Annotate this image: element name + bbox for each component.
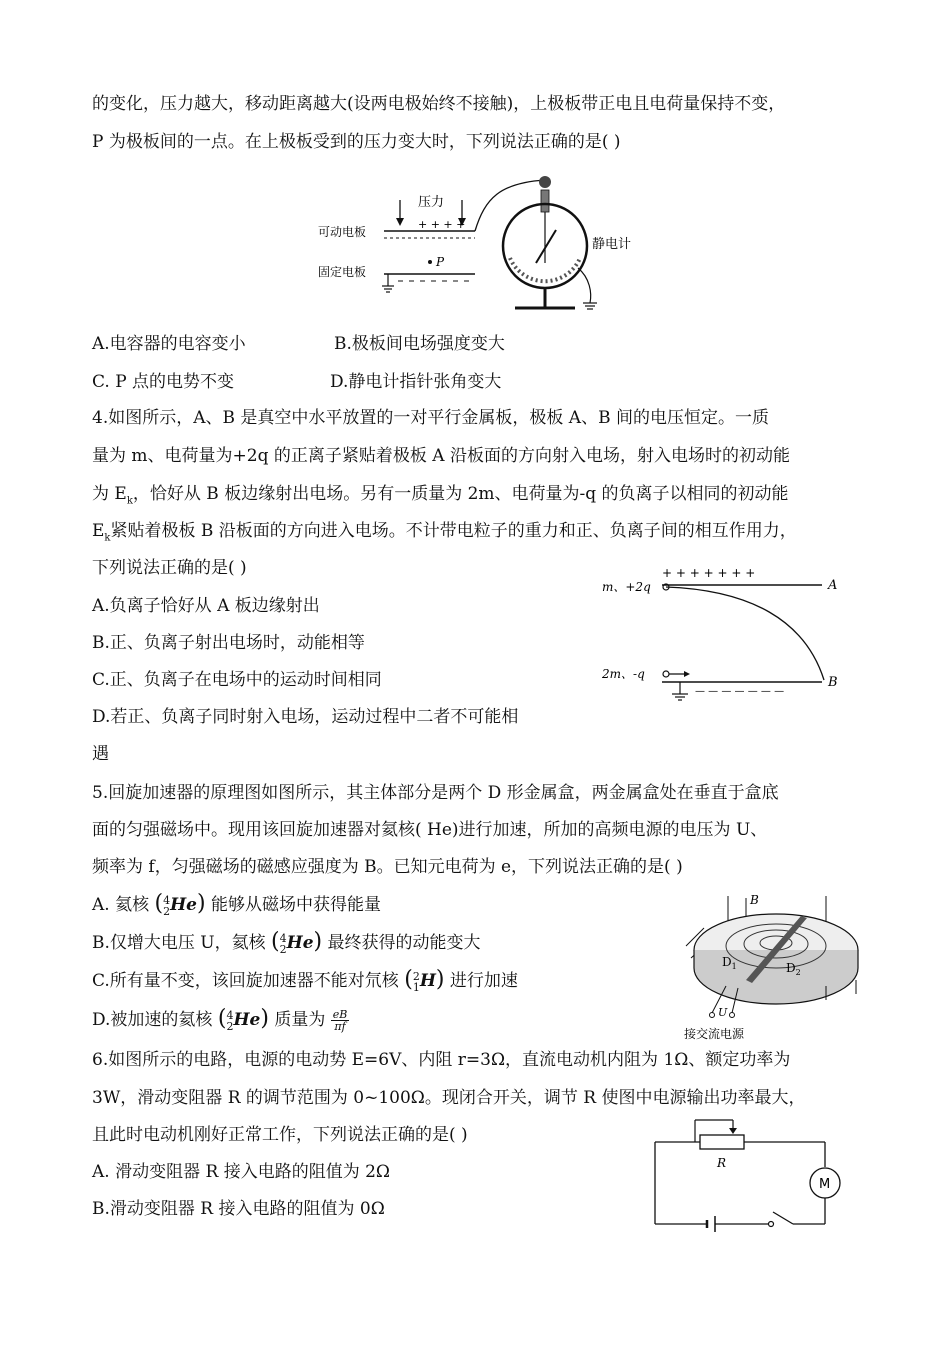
q6-line-2: 3W，滑动变阻器 R 的调节范围为 0~100Ω。现闭合开关，调节 R 使图中电源输出功率最大， bbox=[92, 1088, 806, 1108]
label-point-p: P bbox=[436, 255, 445, 269]
label-pressure: 压力 bbox=[418, 195, 445, 210]
label-meter: 静电计 bbox=[592, 237, 632, 252]
q4-line-1: 4.如图所示，A、B 是真空中水平放置的一对平行金属板，极板 A、B 间的电压恒定。一质 bbox=[92, 408, 769, 428]
cyclotron-figure bbox=[676, 888, 866, 1043]
q5-option-c: C.所有量不变，该回旋加速器不能对氘核 (2 1H) 进行加速 bbox=[92, 967, 518, 994]
q4-option-b: B.正、负离子射出电场时，动能相等 bbox=[92, 633, 365, 653]
q4-line-2: 量为 m、电荷量为+2q 的正离子紧贴着极板 A 沿板面的方向射入电场，射入电场时的初动能 bbox=[92, 446, 790, 466]
label-ac-source: 接交流电源 bbox=[684, 1027, 745, 1041]
q5-option-a: A. 氦核 (4 2He) 能够从磁场中获得能量 bbox=[92, 891, 381, 918]
electrostatic-meter-figure bbox=[300, 168, 650, 323]
q4-line-5: 下列说法正确的是( ) bbox=[92, 558, 247, 578]
label-motor-m: M bbox=[819, 1177, 831, 1192]
label-d2: $D_2$ bbox=[786, 961, 801, 977]
q4-option-d-cont: 遇 bbox=[92, 744, 109, 764]
q3-line-1: 的变化，压力越大，移动距离越大(设两电极始终不接触)，上极板带正电且电荷量保持不变， bbox=[92, 94, 786, 114]
q3-option-b: B.极板间电场强度变大 bbox=[334, 334, 505, 354]
label-bottom-particle: 2m、-q bbox=[602, 667, 645, 681]
q6-option-a: A. 滑动变阻器 R 接入电路的阻值为 2Ω bbox=[92, 1162, 391, 1182]
label-plate-b: B bbox=[828, 675, 838, 690]
q3-option-c: C. P 点的电势不变 bbox=[92, 372, 235, 392]
q5-option-b: B.仅增大电压 U，氦核 (4 2He) 最终获得的动能变大 bbox=[92, 929, 481, 956]
label-top-particle: m、+2q bbox=[602, 580, 651, 594]
q6-line-3: 且此时电动机刚好正常工作，下列说法正确的是( ) bbox=[92, 1125, 468, 1145]
motor-circuit-figure bbox=[645, 1112, 850, 1242]
q5-line-1: 5.回旋加速器的原理图如图所示，其主体部分是两个 D 形金属盒，两金属盒处在垂直于盒底 bbox=[92, 783, 779, 803]
label-fixed: 固定电板 bbox=[318, 265, 367, 279]
label-movable: 可动电板 bbox=[318, 225, 367, 239]
q4-line-4: $E_k$紧贴着极板 B 沿板面的方向进入电场。不计带电粒子的重力和正、负离子间的相互作用力， bbox=[92, 521, 797, 544]
plate-b-charges: — — — — — — — bbox=[695, 686, 785, 697]
q5-line-3: 频率为 f，匀强磁场的磁感应强度为 B。已知元电荷为 e，下列说法正确的是( ) bbox=[92, 857, 683, 877]
q3-line-2: P 为极板间的一点。在上极板受到的压力变大时，下列说法正确的是( ) bbox=[92, 132, 621, 152]
q4-option-d: D.若正、负离子同时射入电场，运动过程中二者不可能相 bbox=[92, 707, 519, 727]
label-plate-a: A bbox=[828, 578, 838, 593]
q4-option-a: A.负离子恰好从 A 板边缘射出 bbox=[92, 596, 320, 616]
q4-option-c: C.正、负离子在电场中的运动时间相同 bbox=[92, 670, 382, 690]
q3-option-a: A.电容器的电容变小 bbox=[92, 334, 246, 354]
q4-line-3: 为 $E_k$，恰好从 B 板边缘射出电场。另有一质量为 2m、电荷量为-q 的负离子以相同的初动能 bbox=[92, 484, 789, 507]
q5-line-2: 面的匀强磁场中。现用该回旋加速器对氦核( He)进行加速，所加的高频电源的电压为 U、 bbox=[92, 820, 768, 840]
q5-option-d: D.被加速的氦核 (4 2He) 质量为 $\frac{eB}{\pi f}$ bbox=[92, 1006, 348, 1033]
parallel-plates-figure bbox=[600, 560, 860, 710]
label-field-b: B bbox=[750, 893, 759, 907]
q3-option-d: D.静电计指针张角变大 bbox=[330, 372, 502, 392]
label-voltage-u: U bbox=[718, 1006, 728, 1019]
plate-a-charges: + + + + + + + bbox=[662, 566, 756, 580]
label-rheostat-r: R bbox=[717, 1156, 727, 1170]
q6-option-b: B.滑动变阻器 R 接入电路的阻值为 0Ω bbox=[92, 1199, 385, 1219]
q6-line-1: 6.如图所示的电路，电源的电动势 E=6V、内阻 r=3Ω，直流电动机内阻为 1Ω、额定功率为 bbox=[92, 1050, 791, 1070]
label-d1: $D_1$ bbox=[722, 955, 737, 971]
svg-text:+ + + +: + + + + bbox=[418, 218, 466, 231]
